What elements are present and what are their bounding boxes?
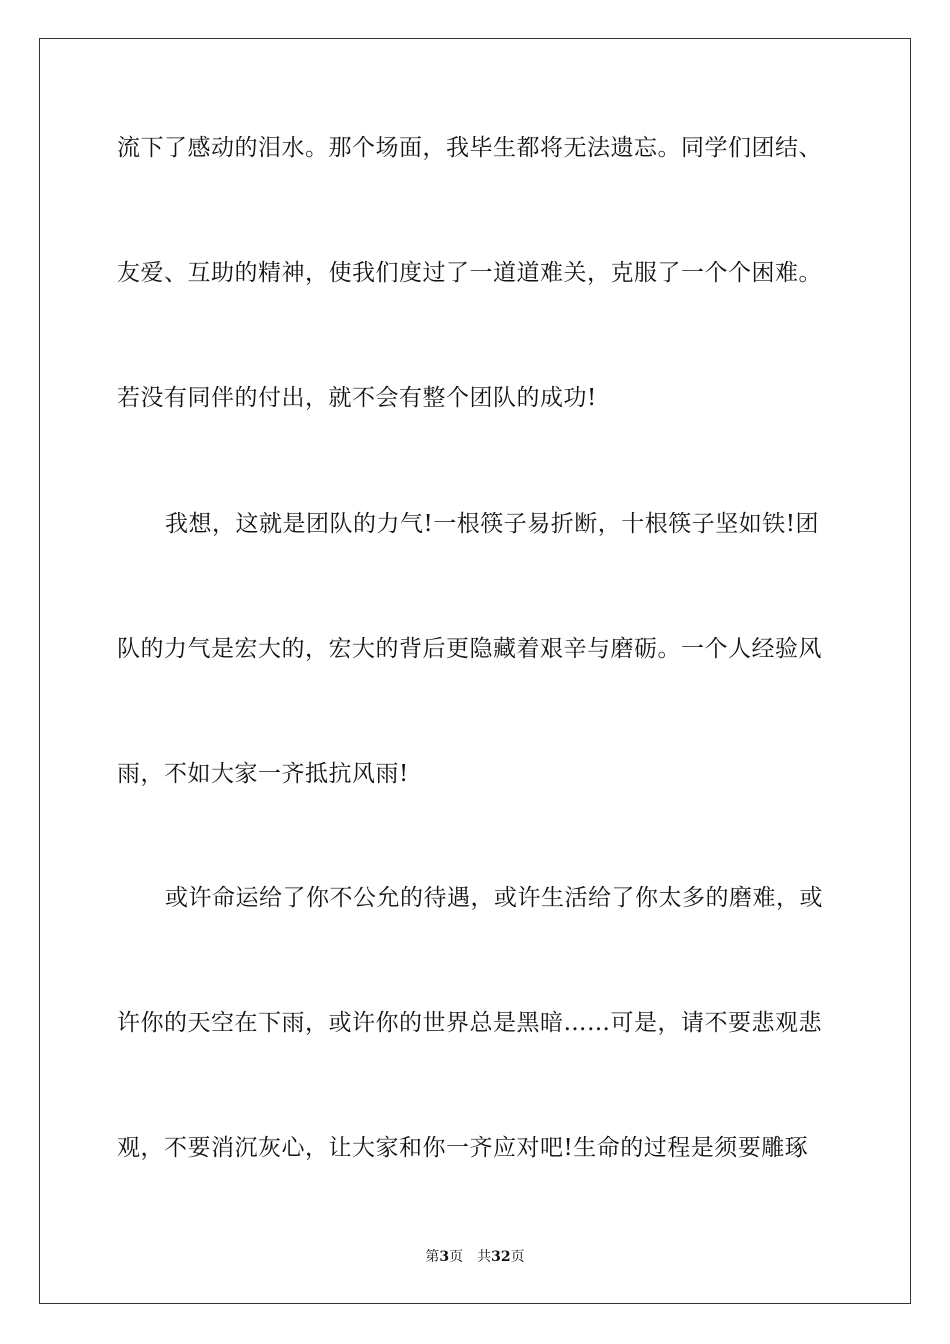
page-border	[39, 38, 911, 1304]
paragraph-line: 雨，不如大家一齐抵抗风雨!	[117, 761, 409, 787]
paragraph-line: 观，不要消沉灰心，让大家和你一齐应对吧!生命的过程是须要雕琢	[117, 1135, 809, 1161]
paragraph-line: 队的力气是宏大的，宏大的背后更隐藏着艰辛与磨砺。一个人经验风	[117, 636, 822, 662]
paragraph-line: 友爱、互助的精神，使我们度过了一道道难关，克服了一个个困难。	[117, 260, 822, 286]
page-label-prefix: 第	[425, 1249, 440, 1265]
page-label-suffix: 页	[449, 1249, 464, 1265]
paragraph-line: 或许命运给了你不公允的待遇，或许生活给了你太多的磨难，或	[165, 885, 823, 911]
paragraph-line: 我想，这就是团队的力气!一根筷子易折断，十根筷子坚如铁!团	[165, 511, 819, 537]
total-label-prefix: 共	[477, 1249, 492, 1265]
paragraph-line: 流下了感动的泪水。那个场面，我毕生都将无法遗忘。同学们团结、	[117, 135, 822, 161]
total-label-suffix: 页	[510, 1249, 525, 1265]
paragraph-line: 若没有同伴的付出，就不会有整个团队的成功!	[117, 385, 597, 411]
current-page-number: 3	[439, 1249, 450, 1265]
paragraph-line: 许你的天空在下雨，或许你的世界总是黑暗……可是，请不要悲观悲	[117, 1010, 822, 1036]
page-footer	[0, 1248, 950, 1266]
total-page-count: 32	[491, 1249, 511, 1265]
